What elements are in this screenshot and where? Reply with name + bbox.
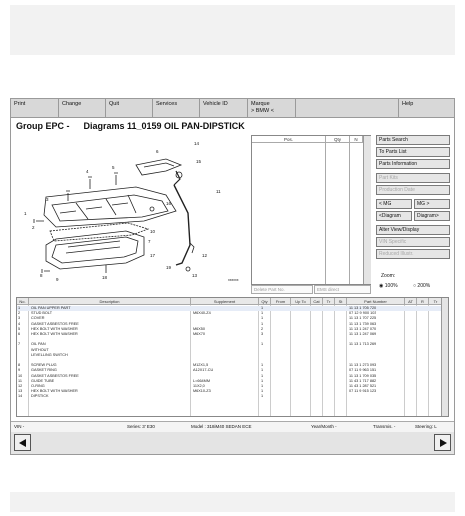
callout-11: 11 (216, 189, 221, 194)
cell-qty: 1 (261, 394, 264, 399)
status-series: Series: 3' E30 (127, 424, 155, 429)
cell-no: 14 (18, 394, 23, 399)
bottom-blank-band (10, 492, 455, 512)
col-header-st: St (335, 298, 347, 305)
navigation-bar (11, 432, 454, 454)
callout-6: 6 (156, 149, 159, 154)
diagram-next-button[interactable]: Diagram> (414, 211, 450, 221)
col-header-tr: Tr (323, 298, 335, 305)
alter-view-button[interactable]: Alter View/Display (376, 225, 450, 235)
cell-pn: 11 13 1 713 269 (349, 342, 377, 347)
cell-qty: 1 (261, 368, 264, 373)
cell-qty: 1 (261, 363, 264, 368)
title-diagram: Diagrams 11_0159 OIL PAN-DIPSTICK (83, 121, 245, 131)
col-header-from: From (271, 298, 291, 305)
selected-parts-list[interactable] (251, 135, 371, 285)
menu-spacer (296, 99, 399, 117)
status-year-month: Year/Month - (311, 424, 337, 429)
menu-help[interactable]: Help (402, 101, 414, 107)
cell-qty: 1 (261, 384, 264, 388)
cell-supp: M6X50 (193, 326, 206, 331)
callout-13: 13 (192, 273, 198, 278)
callout-16: 16 (166, 201, 172, 206)
cell-supp: L=664MM (193, 378, 210, 383)
cell-desc: HEX BOLT WITH WASHER (31, 389, 78, 394)
cell-desc: DIPSTICK (31, 394, 49, 399)
mini-divider (349, 143, 350, 284)
callout-14: 14 (194, 141, 200, 146)
mini-header-n: N (350, 136, 363, 143)
parts-search-button[interactable]: Parts Search (376, 135, 450, 145)
page-title (16, 121, 245, 131)
col-header-at: AT (405, 298, 417, 305)
status-model: Model : 318iM40 SEDAN ECE (191, 424, 252, 429)
cell-pn: 11 13 1 705 720 (349, 306, 377, 310)
mg-next-button[interactable]: MG > (414, 199, 450, 209)
cell-no: 10 (18, 373, 23, 378)
menu-marque[interactable]: Marque > BMW < (248, 99, 296, 117)
cell-qty: 1 (261, 311, 264, 316)
reduced-illustr-button[interactable]: Reduced Illustr. (376, 249, 450, 259)
callout-5: 5 (112, 165, 115, 170)
menu-vehicle-id[interactable]: Vehicle ID (200, 99, 248, 117)
cell-qty: 1 (261, 316, 264, 321)
col-header-upto: Up To (291, 298, 311, 305)
cell-no: 3 (18, 316, 21, 321)
status-transmission: Transmis. - (373, 424, 396, 429)
menu-print[interactable]: Print (11, 99, 59, 117)
mini-header-pos: Pos. (252, 136, 326, 143)
part-kits-button[interactable]: Part Kits (376, 173, 450, 183)
cell-desc: GASKET ASBESTOS FREE (31, 373, 79, 378)
zoom-label: Zoom: (381, 273, 396, 279)
callout-12: 12 (202, 253, 208, 258)
cell-pn: 07 12 9 900 103 (349, 311, 377, 316)
cell-no: 11 (18, 378, 22, 383)
cell-no: 8 (18, 363, 21, 368)
cell-qty: 2 (261, 326, 264, 331)
cell-desc: OIL PAN UPPER PART (31, 306, 71, 310)
mini-divider (325, 143, 326, 284)
top-blank-band (10, 5, 455, 55)
callout-7: 7 (148, 239, 151, 244)
image-code: xxxxxx (228, 278, 239, 282)
status-steering: Steering: L (415, 424, 437, 429)
table-row[interactable] (17, 394, 443, 399)
cell-desc: GASKET RING (31, 368, 57, 373)
oil-pan-illustration (16, 135, 248, 285)
cell-qty: 3 (261, 332, 264, 336)
cell-supp: M6X70 (193, 332, 206, 336)
diagram-prev-button[interactable]: <Diagram (376, 211, 412, 221)
ems-direct-button[interactable]: EMS direct (314, 285, 371, 294)
cell-pn: 11 13 1 247 069 (349, 332, 377, 336)
col-header-no: No. (17, 298, 29, 305)
cell-qty: 1 (261, 321, 264, 326)
menu-services[interactable]: Services (153, 99, 200, 117)
radio-selected-icon: ◉ (379, 283, 384, 289)
callout-18: 18 (102, 275, 108, 280)
cell-pn: 07 11 9 963 151 (349, 368, 377, 373)
epc-window (10, 98, 455, 455)
cell-qty: 1 (261, 389, 264, 394)
callout-1: 1 (24, 211, 27, 216)
delete-part-button[interactable]: Delete Part No. (251, 285, 313, 294)
cell-desc: OIL PAN (31, 342, 46, 347)
menu-change[interactable]: Change (59, 99, 106, 117)
col-header-description: Description (29, 298, 191, 305)
cell-pn: 11 13 1 709 035 (349, 373, 377, 378)
cell-pn: 11 13 1 273 093 (349, 363, 377, 368)
cell-pn: 11 43 1 717 882 (349, 378, 377, 383)
callout-9: 9 (56, 277, 59, 282)
callout-2: 2 (32, 225, 35, 230)
vin-specific-button[interactable]: VIN Specific (376, 237, 450, 247)
previous-button[interactable] (14, 434, 31, 451)
callout-17: 17 (150, 253, 156, 258)
cell-no: 2 (18, 311, 21, 316)
cell-pn: 11 13 1 739 063 (349, 321, 377, 326)
cell-desc: LEVELLING SWITCH (31, 352, 68, 357)
cell-desc: HEX BOLT WITH WASHER (31, 326, 78, 331)
cell-supp: 11X2,0 (193, 384, 205, 388)
cell-no: 5 (18, 326, 21, 331)
cell-desc: HEX BOLT WITH WASHER (31, 332, 78, 336)
col-header-tr2: Tr (429, 298, 443, 305)
cell-no: 12 (18, 384, 23, 388)
cell-desc: GUIDE TUBE (31, 378, 55, 383)
cell-supp: M6X40-Z4 (193, 311, 211, 316)
cell-qty: 1 (261, 342, 264, 347)
parts-table (16, 297, 449, 417)
cell-no: 9 (18, 368, 21, 373)
cell-supp: M6X10-Z3 (193, 389, 211, 394)
production-date-button[interactable]: Production Date (376, 185, 450, 195)
mini-header-qty: Qty (326, 136, 350, 143)
cell-no: 6 (18, 332, 21, 336)
parts-information-button[interactable]: Parts Information (376, 159, 450, 169)
callout-8: 8 (40, 273, 43, 278)
cell-no: 13 (18, 389, 23, 394)
col-header-part-number: Part Number (347, 298, 405, 305)
mini-scrollbar[interactable] (363, 136, 371, 284)
cell-supp: A12X17-CU (193, 368, 214, 373)
cell-qty: 1 (261, 373, 264, 378)
callout-3: 3 (46, 197, 49, 202)
cell-desc: STUD BOLT (31, 311, 53, 316)
col-header-qty: Qty (259, 298, 271, 305)
exploded-diagram[interactable] (16, 135, 248, 285)
cell-pn: 11 13 1 707 225 (349, 316, 377, 321)
cell-desc: SCREW PLUG (31, 363, 57, 368)
cell-desc: WITHOUT (31, 347, 49, 352)
radio-empty-icon: ○ (413, 283, 417, 289)
callout-4: 4 (86, 169, 89, 174)
cell-pn: 11 43 1 287 521 (349, 384, 377, 388)
menu-bar (11, 99, 454, 118)
title-group: Group EPC - (16, 121, 70, 131)
cell-supp: M12X1,5 (193, 363, 209, 368)
cell-no: 4 (18, 321, 21, 326)
cell-qty: 1 (261, 306, 264, 310)
table-scrollbar[interactable] (441, 298, 448, 416)
cell-pn: 07 11 9 915 123 (349, 389, 377, 394)
arrow-right-icon (440, 439, 447, 447)
zoom-100-radio[interactable] (379, 283, 398, 289)
to-parts-list-button[interactable]: To Parts List (376, 147, 450, 157)
next-button[interactable] (434, 434, 451, 451)
cell-qty: 1 (261, 378, 264, 383)
cell-no: 1 (18, 306, 21, 310)
callout-15: 15 (196, 159, 202, 164)
cell-desc: GASKET ASBESTOS FREE (31, 321, 79, 326)
zoom-100-label: 100% (384, 283, 398, 289)
cell-desc: COVER (31, 316, 45, 321)
callout-10: 10 (150, 229, 156, 234)
col-header-cat: Cat (311, 298, 323, 305)
arrow-left-icon (19, 439, 26, 447)
cell-desc: O-RING (31, 384, 45, 388)
cell-pn: 11 13 1 247 070 (349, 326, 377, 331)
status-vin: VIN - (14, 424, 25, 429)
callout-19: 19 (166, 265, 172, 270)
col-header-supplement: Supplement (191, 298, 259, 305)
mg-prev-button[interactable]: < MG (376, 199, 412, 209)
cell-no: 7 (18, 342, 21, 347)
menu-quit[interactable]: Quit (106, 99, 153, 117)
col-header-r: R (417, 298, 429, 305)
zoom-200-radio[interactable] (413, 283, 430, 289)
zoom-200-label: 200% (417, 283, 431, 289)
